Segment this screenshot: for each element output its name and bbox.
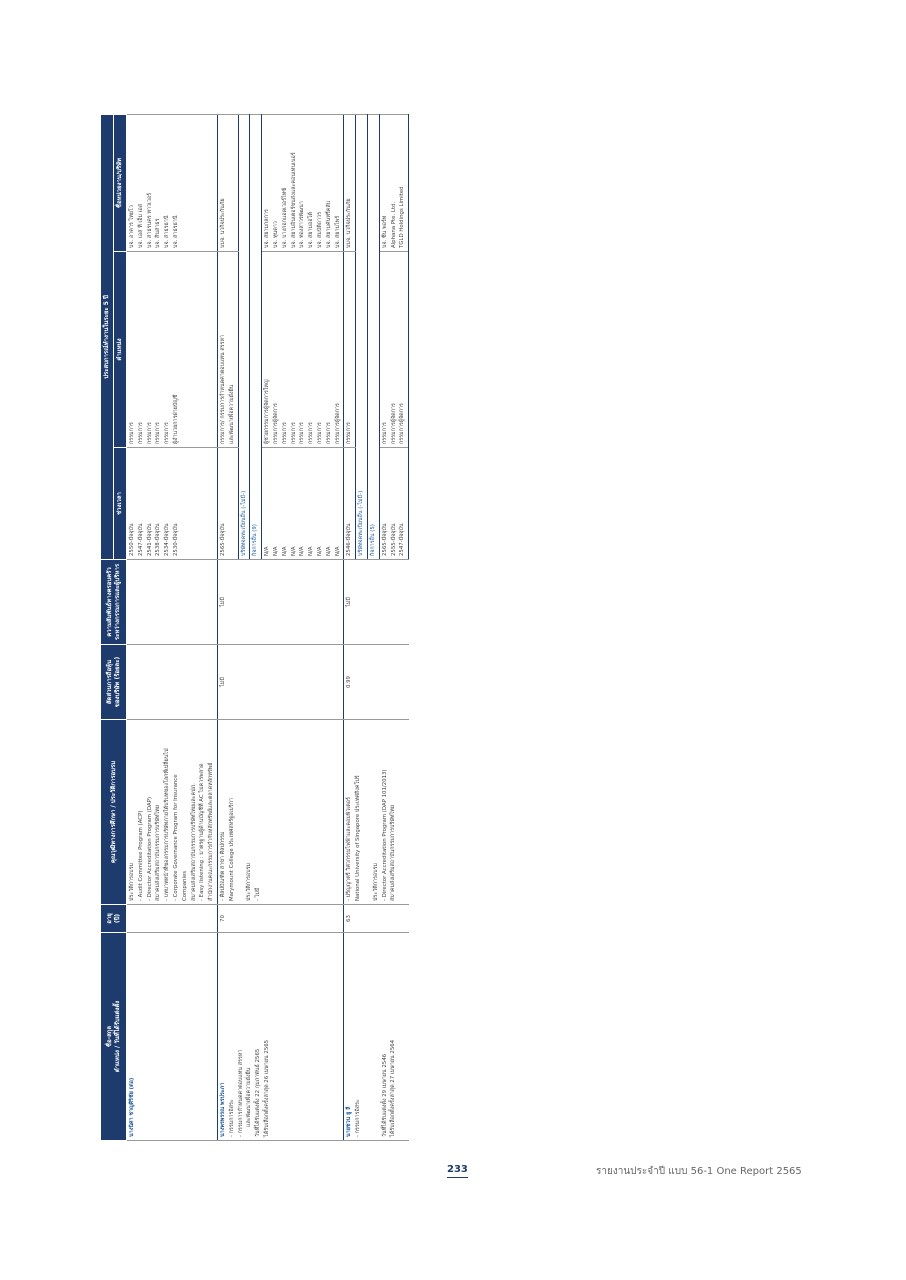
header-period: ช่วงเวลา bbox=[114, 448, 127, 560]
header-education: คุณวุฒิทางการศึกษา / ประวัติการอบรม bbox=[101, 720, 127, 905]
other-businesses-label: กิจการอื่น (5) bbox=[367, 114, 379, 559]
family-cell: ไม่มี bbox=[217, 560, 343, 645]
experience-period-cell: 2550-ปัจจุบัน 2547-ปัจจุบัน 2541-ปัจจุบัน 2538-ปัจจุบัน 2534-ปัจจุบัน 2530-ปัจจุบัน bbox=[127, 448, 218, 560]
education-cell: ประวัติการอบรม - Audit Committee Program (ACP) - Director Accreditation Program (DAP) สมาคมส่งเสริมสถาบันกรรมการบริษัทไทย - บทบาทหน้าที่ของกรรมการบริษัทภายใต้บริบทของโลกที่เปลี่ยนไป - Corporate Governance Program for Insurance Companies สมาคมส่งเสริมสถาบันกรรมการบริษัทไทยและคปภ. - Easy listening : มาตรฐานผู้ด้านบัญชีที่ AC ไม่ควรพลาด สำนักงานคณะกรรมการกำกับหลักทรัพย์และตลาดหลักทรัพย์ bbox=[127, 720, 218, 905]
education-cell: - ปริญญาตรี วิศวกรรมไฟฟ้าและคอมพิวเตอร์ National University of Singapore ประเทศสิงคโปร์ ประวัติการอบรม - Director Accreditation Program (DAP 101/2013) สมาคมส่งเสริมสถาบันกรรมการบริษัทไทย bbox=[344, 720, 409, 905]
rotated-table-wrapper bbox=[100, 115, 690, 1141]
shareholding-cell: 0.99 bbox=[344, 645, 409, 720]
experience-company-cell: บมจ. นวกิจประกันภัย bbox=[217, 114, 238, 251]
listed-companies-label: บริษัทจดทะเบียนอื่น (-ไม่มี-) bbox=[238, 114, 250, 559]
report-title: รายงานประจำปี แบบ 56-1 One Report 2565 bbox=[596, 1166, 802, 1177]
experience-period-cell: 2565-ปัจจุบัน 2555-ปัจจุบัน 2547-ปัจจุบัน bbox=[379, 448, 408, 560]
experience-company-cell: บจ. สยามกลการ บจ. ทุนดาว บจ. บางกอกแอดเวอร์ไทซ์ บจ. สยามอินเตอร์ขนส่งและคอนเทนเนอร์ บจ. ทองสาวรพัฒนา บจ. สยามออโต้ บจ. สมบัติถาวร บจ. สยามคันทรี่คลับ บจ. สยามไพร์ bbox=[262, 114, 344, 251]
person-name-roles: นางพรพรรณ พรประภา - กรรมการอิสระ - กรรมการกำหนดค่าตอบแทน สรรหา และพัฒนาเพื่อความยั่งยืน วันที่ได้รับแต่งตั้ง 22 กุมภาพันธ์ 2565 ได้รับเลือกตั้งครั้งล่าสุด 26 เมษายน 2565 bbox=[217, 933, 343, 1141]
header-experience: ประสบการณ์ทำงานในระยะ 5 ปี bbox=[101, 114, 114, 559]
age-cell: 63 bbox=[344, 905, 409, 933]
experience-period-cell: 2565-ปัจจุบัน bbox=[217, 448, 238, 560]
header-company: ชื่อหน่วยงาน/บริษัท bbox=[114, 114, 127, 251]
experience-role-cell: กรรมการ กรรมการ กรรมการ กรรมการ กรรมการ ผู้อำนวยการฝ่ายบัญชี bbox=[127, 252, 218, 448]
header-role: ตำแหน่ง bbox=[114, 252, 127, 448]
header-name-position: ชื่อ-สกุล ตำแหน่ง / วันที่ได้รับแต่งตั้ง bbox=[101, 933, 127, 1141]
experience-role-cell: กรรมการ กรรมการผู้จัดการ กรรมการผู้จัดการ bbox=[379, 252, 408, 448]
experience-company-cell: บจ. ซีน พอร์ท Alphana Pte. Ltd. TGLD Holdings Limited bbox=[379, 114, 408, 251]
shareholding-cell: ไม่มี bbox=[217, 645, 343, 720]
header-age: อายุ (ปี) bbox=[101, 905, 127, 933]
table-row bbox=[344, 114, 356, 1140]
experience-period-cell: N/A N/A N/A N/A N/A N/A N/A N/A N/A bbox=[262, 448, 344, 560]
header-shareholding: สัดส่วนการถือหุ้น ของบริษัท (ร้อยละ) bbox=[101, 645, 127, 720]
person-name: นางนิศา ชาญศิริชัย (ต่อ) bbox=[127, 933, 218, 1141]
director-profile-table bbox=[100, 114, 409, 1141]
table-header bbox=[101, 114, 127, 1140]
age-cell: 70 bbox=[217, 905, 343, 933]
header-family: ความสัมพันธ์ทางครอบครัว ระหว่างกรรมการและผู้บริหาร bbox=[101, 560, 127, 645]
experience-role-cell: กรรมการ/ กรรมการกำหนดค่าตอบแทน สรรหา และพัฒนาเพื่อความยั่งยืน bbox=[217, 252, 238, 448]
experience-role-cell: ผู้ช่วยกรรมการผู้จัดการใหญ่ กรรมการผู้จัดการ กรรมการ กรรมการ กรรมการ กรรมการ กรรมการ กรรมการ กรรมการผู้จัดการ bbox=[262, 252, 344, 448]
education-cell: - ศิลปบัณฑิต สาขา ศิลปกรรม Marymount College ประเทศสหรัฐอเมริกา ประวัติการอบรม - ไม่มี bbox=[217, 720, 343, 905]
page-number: 233 bbox=[447, 1164, 468, 1178]
experience-role-cell: กรรมการ bbox=[344, 252, 356, 448]
experience-company-cell: บจ. อาคาร ไทยโว บจ. เอส ที เอ็ม เอส บจ. สาธรนคร ทาวเวอร์ บจ. สินสาธร บจ. สาธรธานี บจ. สาธรธานี bbox=[127, 114, 218, 251]
table-row bbox=[217, 114, 238, 1140]
other-businesses-label: กิจการอื่น (9) bbox=[250, 114, 262, 559]
family-cell: ไม่มี bbox=[344, 560, 409, 645]
listed-companies-label: บริษัทจดทะเบียนอื่น (-ไม่มี-) bbox=[356, 114, 368, 559]
person-name-roles: นายชวน ยู ลี - กรรมการอิสระ วันที่ได้รับแต่งตั้ง 29 เมษายน 2546 ได้รับเลือกตั้งครั้งล่าสุด 27 เมษายน 2564 bbox=[344, 933, 409, 1141]
experience-company-cell: บมจ. นวกิจประกันภัย bbox=[344, 114, 356, 251]
experience-period-cell: 2546-ปัจจุบัน bbox=[344, 448, 356, 560]
table-row bbox=[127, 114, 218, 1140]
